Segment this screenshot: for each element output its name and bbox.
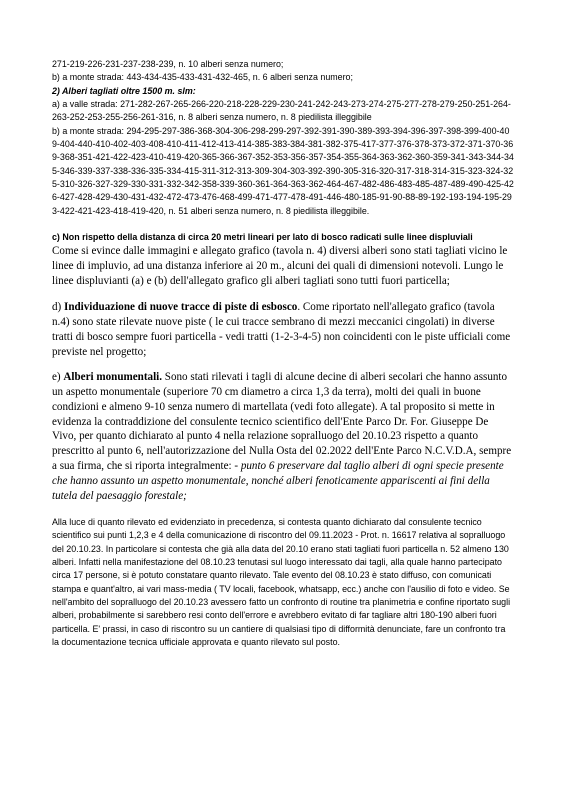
section-d-body: . Come riportato nell'allegato grafico (tavola n.4) sono state rilevate nuove piste ( le cui tracce sembrano di mezzi meccanici cingolati) in diverse tratti di bosco sempre fuori particella - vedi tratti (1-2-3-4-5) non coincidenti con le piste ufficiali come previste nel progetto; — [52, 301, 511, 358]
section-c-body: Come si evince dalle immagini e allegato grafico (tavola n. 4) diversi alberi sono stati tagliati vicino le linee di impluvio, ad una distanza inferiore ai 20 m., alcuni dei quali di dimensioni notevoli. Lungo le linee displuvianti (a) e (b) dell'allegato grafico gli alberi tagliati sono tutti fuori particella; — [52, 245, 508, 288]
section-e-body: Sono stati rilevati i tagli di alcune decine di alberi secolari che hanno assunto un aspetto monumentale (superiore 70 cm diametro a circa 1,3 da terra), molti dei quali in buone condizioni e almeno 9-10 senza numero di martellata (vedi foto allegate). A tal proposito si mette in evidenza la contraddizione del consulente tecnico scientifico dell'Ente Parco Dr. For. Giuseppe De Vivo, per quanto dichiarato al punto 4 nella relazione sopralluogo del 20.10.23 rispetto a quanto prescritto al punto 6, nell'autorizzazione del Nulla Osta del 02.2022 dell'Ente Parco N.C.V.D.A, sempre a sua firma, che si riporta integralmente: — [52, 370, 512, 473]
heading-alberi-oltre-1500: 2) Alberi tagliati oltre 1500 m. slm: — [52, 85, 196, 96]
section-e-quote: - punto 6 preservare dal taglio alberi di ogni specie presente che hanno assunto un aspetto monumentale, nonché alberi fenoticamente appariscenti ai fini della tutela del paesaggio forestale; — [52, 460, 504, 503]
section-d-prefix: d) — [52, 301, 65, 314]
list-line-top: 271-219-226-231-237-238-239, n. 10 alberi senza numero; — [52, 59, 284, 69]
section-d-heading: Individuazione di nuove tracce di piste di esbosco — [64, 301, 298, 314]
list-item-b2: b) a monte strada: 294-295-297-386-368-304-306-298-299-297-392-391-390-389-393-394-396-397-398-399-400-409-404-440-410-402-403-408-410-411-412-413-414-385-383-384-381-382-375-417-377-376-378-373-372-371-370-369-368-351-421-422-423-410-419-420-365-366-367-352-353-356-357-354-355-364-363-362-360-359-341-343-344-345-346-339-337-338-336-335-334-415-311-312-313-309-304-303-392-390-305-316-320-317-318-314-315-323-324-325-310-326-327-329-330-331-332-342-358-339-360-361-364-363-362-464-467-482-486-483-485-487-489-490-425-426-427-428-429-430-431-432-472-473-476-468-499-471-477-478-491-446-480-185-91-90-88-89-192-193-194-195-293-422-421-423-418-419-420, n. 51 alberi senza numero, n. 8 piedilista illeggibile. — [52, 125, 514, 216]
list-item-a2: a) a valle strada: 271-282-267-265-266-220-218-228-229-230-241-242-243-273-274-275-277-278-279-250-251-264-263-252-253-255-256-261-316, n. 8 alberi senza numero, n. 8 piedilista illeggibile — [52, 99, 511, 123]
section-c — [52, 231, 514, 289]
section-e — [52, 370, 514, 504]
list-item-b1: b) a monte strada: 443-434-435-433-431-432-465, n. 6 alberi senza numero; — [52, 72, 353, 83]
section-c-heading: c) Non rispetto della distanza di circa 20 metri lineari per lato di bosco radicati sulle linee displuviali — [52, 232, 473, 243]
section-d — [52, 300, 514, 360]
document-page — [52, 58, 514, 649]
section-e-heading: Alberi monumentali. — [63, 370, 163, 383]
conclusion-paragraph: Alla luce di quanto rilevato ed evidenziato in precedenza, si contesta quanto dichiarato dal consulente tecnico scientifico sui punti 1,2,3 e 4 della comunicazione di riscontro del 09.11.2023 - Prot. n. 16617 relativa al sopralluogo del 20.10.23. In particolare si contesta che già alla data del 20.10 erano stati tagliati fuori particella n. 52 almeno 130 alberi. Infatti nella manifestazione del 08.10.23 tenutasi sul luogo interessato dai tagli, alla quale hanno partecipato circa 17 persone, si è potuto constatare quanto rilevato. Tale evento del 08.10.23 è stato diffuso, con comunicati stampa e quant'altro, ai vari mass-media ( TV locali, facebook, whatsapp, ecc.) anche con l'ausilio di foto e video. Se nell'ambito del sopralluogo del 20.10.23 avessero fatto un confronto di routine tra planimetria e confine riportato sugli alberi, probabilmente si sarebbero resi conto dell'errore e avrebbero evitato di far tagliare altri 180-190 alberi fuori particella. E' prassi, in caso di riscontro su un cantiere di qualsiasi tipo di difformità denunciate, fare un confronto tra la documentazione tecnica ufficiale approvata e quanto rilevato sul posto. — [52, 516, 511, 648]
section-e-prefix: e) — [52, 370, 64, 383]
